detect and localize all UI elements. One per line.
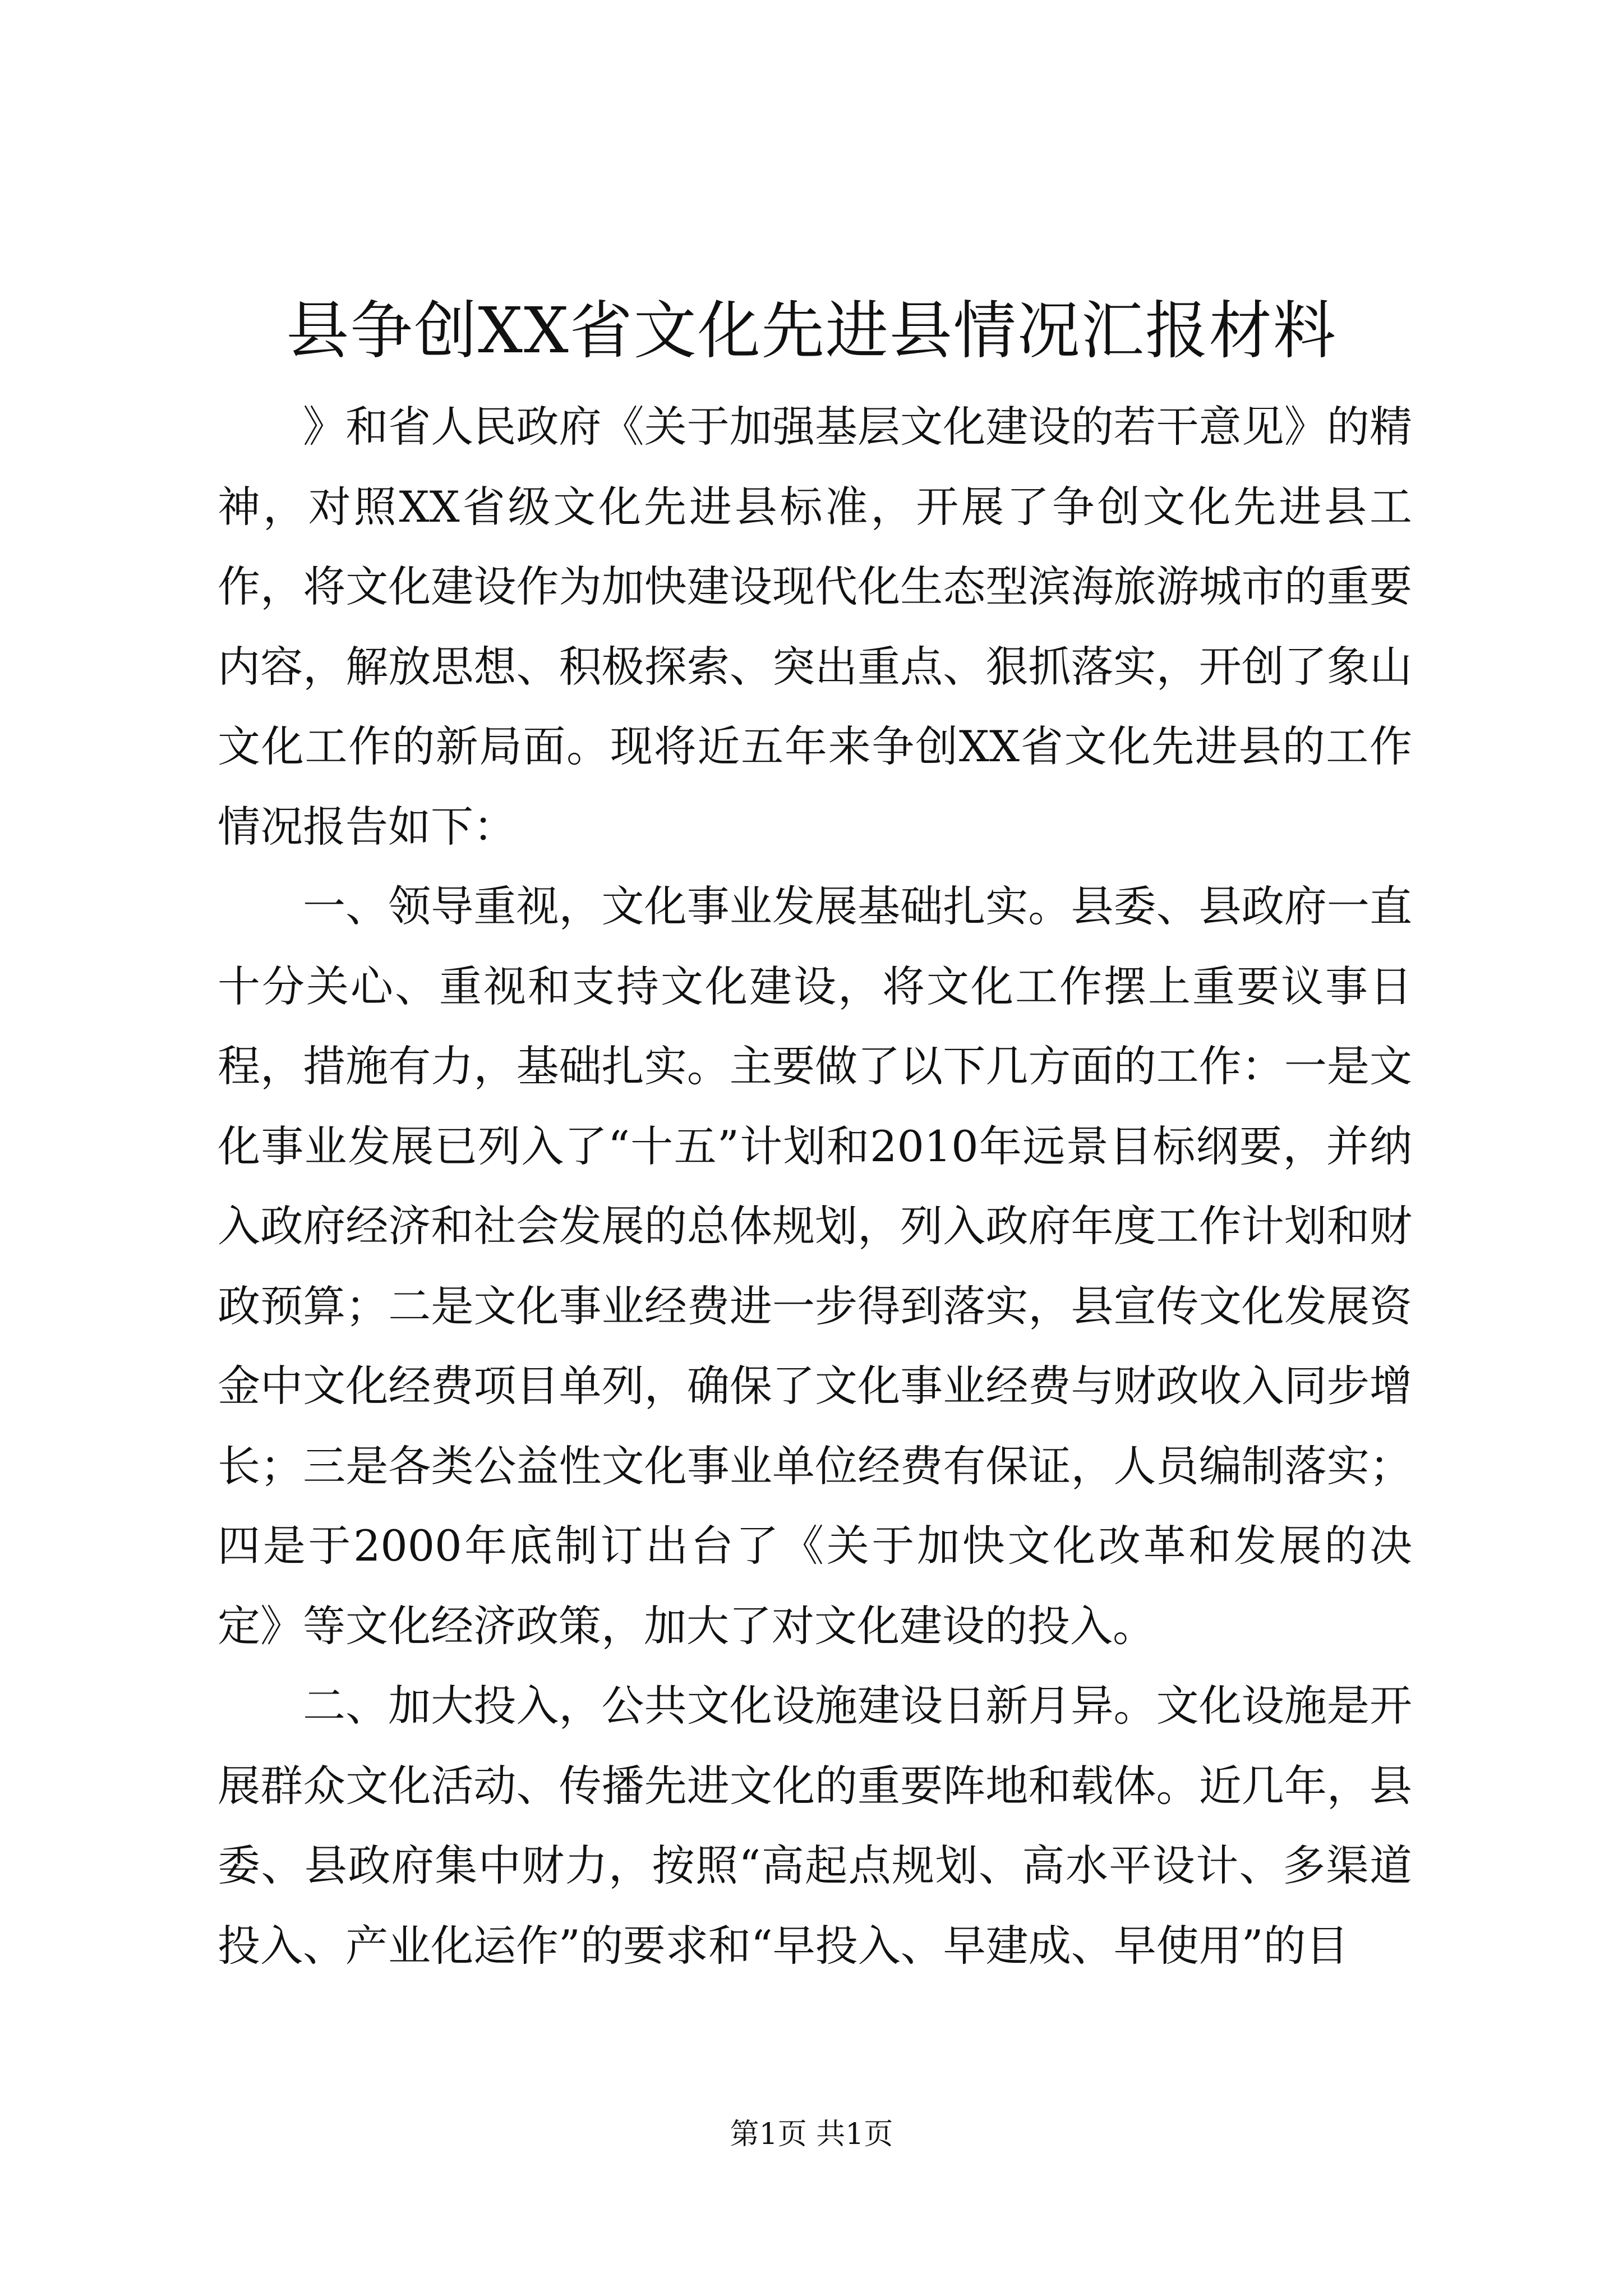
paragraph-intro: 》和省人民政府《关于加强基层文化建设的若干意见》的精神，对照XX省级文化先进县标准，开展了争创文化先进县工作，将文化建设作为加快建设现代化生态型滨海旅游城市的重要内容，解放思想、积极探索、突出重点、狠抓落实，开创了象山文化工作的新局面。现将近五年来争创XX省文化先进县的工作情况报告如下： (218, 402, 1412, 852)
paragraph-section-one: 一、领导重视，文化事业发展基础扎实。县委、县政府一直十分关心、重视和支持文化建设，将文化工作摆上重要议事日程，措施有力，基础扎实。主要做了以下几方面的工作：一是文化事业发展已列入了“十五”计划和2010年远景目标纲要，并纳入政府经济和社会发展的总体规划，列入政府年度工作计划和财政预算；二是文化事业经费进一步得到落实，县宣传文化发展资金中文化经费项目单列，确保了文化事业经费与财政收入同步增长；三是各类公益性文化事业单位经费有保证，人员编制落实；四是于2000年底制订出台了《关于加快文化改革和发展的决定》等文化经济政策，加大了对文化建设的投入。 (218, 881, 1412, 1651)
page-number-footer: 第1页 共1页 (730, 2118, 893, 2151)
document-title: 县争创XX省文化先进县情况汇报材料 (286, 295, 1337, 367)
paragraph-section-two: 二、加大投入，公共文化设施建设日新月异。文化设施是开展群众文化活动、传播先进文化的重要阵地和载体。近几年，县委、县政府集中财力，按照“高起点规划、高水平设计、多渠道投入、产业化运作”的要求和“早投入、早建成、早使用”的目 (218, 1681, 1412, 1971)
document-body (218, 387, 1412, 1986)
